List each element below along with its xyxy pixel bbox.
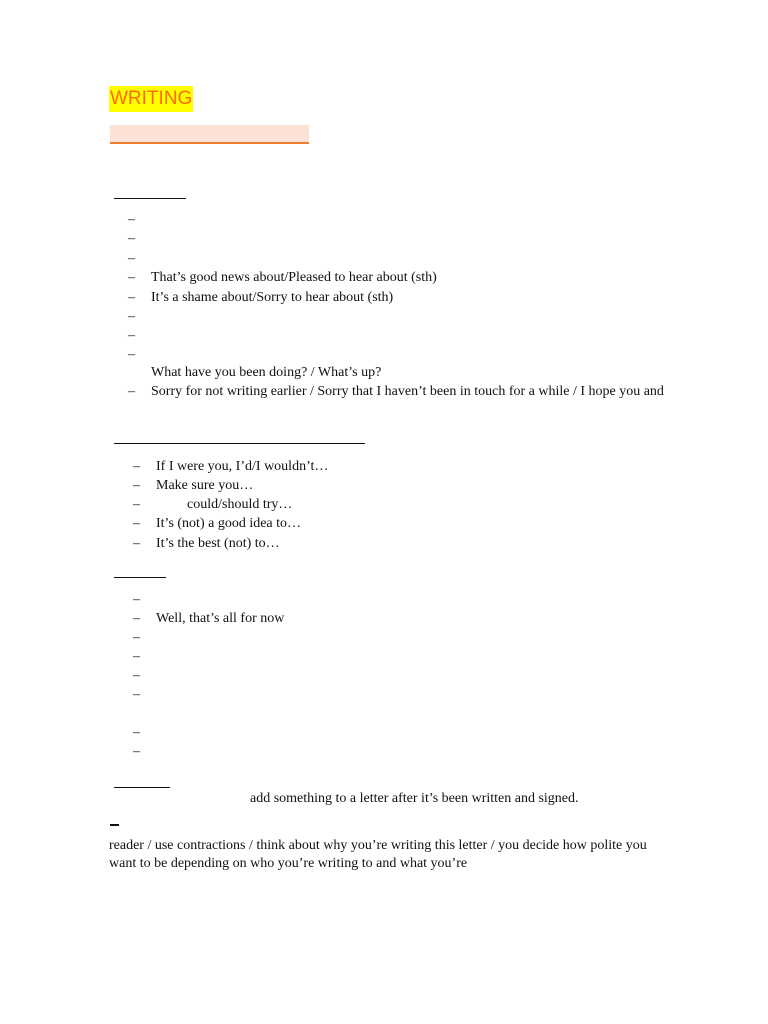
list-item: [133, 495, 733, 514]
tips-line-1: reader / use contractions / think about why you’re writing this letter / you decide how polite you: [109, 838, 647, 853]
list-dash: –: [133, 630, 140, 645]
list-dash: –: [133, 668, 140, 683]
list-dash: –: [133, 459, 140, 474]
list-item-text: Well, that’s all for now: [156, 611, 285, 626]
list-dash: –: [128, 231, 135, 246]
list-item: [133, 628, 733, 647]
list-item: [133, 590, 733, 609]
list-dash: –: [128, 309, 135, 324]
list-item: [128, 307, 728, 326]
section-2-heading-rule: [114, 443, 365, 444]
tips-paragraph: [109, 837, 729, 873]
list-item-text: Make sure you…: [156, 478, 254, 493]
list-item: [128, 210, 728, 229]
list-item: [128, 363, 728, 382]
list-dash: –: [128, 328, 135, 343]
list-item-text: What have you been doing? / What’s up?: [151, 365, 382, 380]
list-item: [128, 382, 728, 401]
list-dash: –: [133, 536, 140, 551]
list-item-text: It’s a shame about/Sorry to hear about (sth): [151, 290, 394, 305]
list-dash: –: [133, 516, 140, 531]
list-item: [128, 345, 728, 364]
list-dash: –: [128, 347, 135, 362]
list-dash: –: [133, 725, 140, 740]
list-dash: –: [128, 212, 135, 227]
list-item: [128, 249, 728, 268]
list-item: [133, 666, 733, 685]
list-item-text: It’s the best (not) to…: [156, 536, 280, 551]
list-dash: –: [133, 592, 140, 607]
list-dash: –: [128, 290, 135, 305]
list-dash: –: [133, 478, 140, 493]
list-item-text: It’s (not) a good idea to…: [156, 516, 302, 531]
list-item: [128, 229, 728, 248]
list-item-text: Sorry for not writing earlier / Sorry that I haven’t been in touch for a while / I hope you and: [151, 384, 664, 399]
list-item: [133, 476, 733, 495]
list-item-text: could/should try…: [187, 497, 293, 512]
tips-line-2: want to be depending on who you’re writing to and what you’re: [109, 856, 468, 871]
list-item: [133, 514, 733, 533]
section-3-heading-rule: [114, 577, 166, 578]
list-item: [133, 647, 733, 666]
list-item-text: That’s good news about/Pleased to hear about (sth): [151, 270, 437, 285]
list-dash: –: [133, 611, 140, 626]
list-dash: –: [133, 649, 140, 664]
list-item: [128, 268, 728, 287]
list-dash: –: [128, 270, 135, 285]
paragraph-marker: [110, 824, 119, 826]
list-item-text: If I were you, I’d/I wouldn’t…: [156, 459, 329, 474]
highlighted-subtitle-bar: [110, 125, 309, 144]
section-1-heading-rule: [114, 198, 186, 199]
list-item: [133, 457, 733, 476]
section-4-text: add something to a letter after it’s been written and signed.: [250, 791, 579, 806]
list-item: [133, 685, 733, 704]
list-dash: –: [128, 251, 135, 266]
list-dash: –: [133, 497, 140, 512]
list-dash: –: [133, 744, 140, 759]
list-item: [128, 326, 728, 345]
list-dash: –: [128, 384, 135, 399]
page-title: WRITING: [109, 86, 193, 112]
list-item: [128, 288, 728, 307]
list-dash: –: [133, 687, 140, 702]
section-4-heading-rule: [114, 787, 170, 788]
list-item: [133, 742, 733, 761]
list-item: [133, 534, 733, 553]
list-item: [133, 723, 733, 742]
list-item: [133, 609, 733, 628]
